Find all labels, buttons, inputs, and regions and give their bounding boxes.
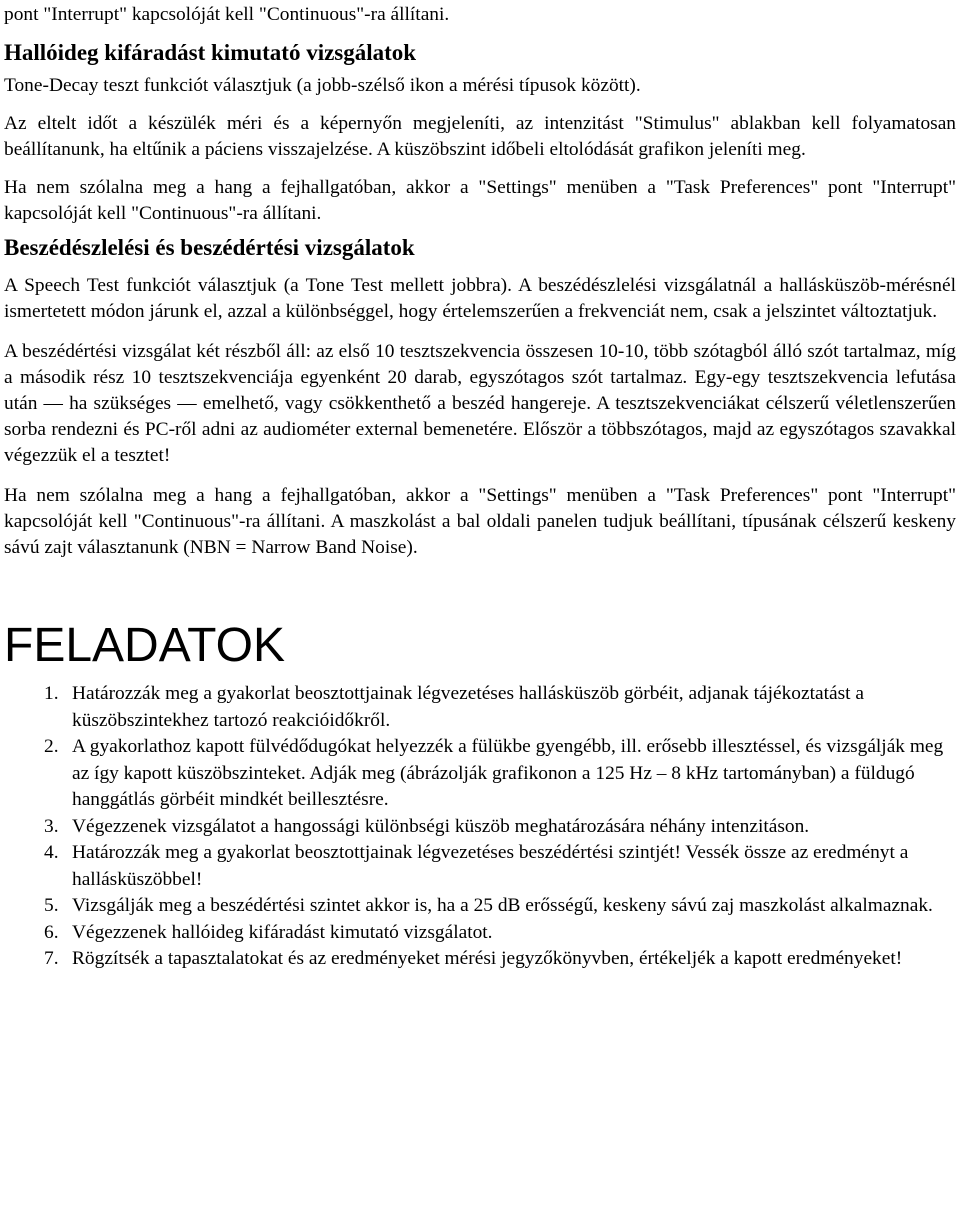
tasks-heading: FELADATOK xyxy=(4,619,285,672)
list-item-number: 2. xyxy=(44,736,59,757)
list-item xyxy=(44,920,956,947)
list-item-text: Végezzenek hallóideg kifáradást kimutató vizsgálatot. xyxy=(72,921,493,943)
paragraph-speech-settings: Ha nem szólalna meg a hang a fejhallgatóban, akkor a "Settings" menüben a "Task Preferences" pont "Interrupt" kapcsolóját kell "Continuous"-ra állítani. A maszkolást a bal oldali panelen tudjuk beállítani, típusának célszerű keskeny sávú zajt választanunk (NBN = Narrow Band Noise). xyxy=(4,485,956,558)
list-item xyxy=(44,946,956,973)
paragraph-tone-decay-description: Az eltelt időt a készülék méri és a képernyőn megjeleníti, az intenzitást "Stimulus" ablakban kell folyamatosan beállítanunk, ha eltűnik a páciens visszajelzése. A küszöbszint időbeli eltolódását grafikon jeleníti meg. xyxy=(4,113,956,160)
intro-line: pont "Interrupt" kapcsolóját kell "Continuous"-ra állítani. xyxy=(4,4,450,25)
task-list xyxy=(4,681,956,973)
list-item xyxy=(44,734,956,814)
section-heading-tone-decay: Hallóideg kifáradást kimutató vizsgálatok xyxy=(4,40,417,65)
list-item xyxy=(44,681,956,734)
paragraph-tone-decay-settings: Ha nem szólalna meg a hang a fejhallgatóban, akkor a "Settings" menüben a "Task Preferences" pont "Interrupt" kapcsolóját kell "Continuous"-ra állítani. xyxy=(4,177,956,224)
list-item-number: 3. xyxy=(44,815,59,837)
list-item-number: 7. xyxy=(44,948,59,969)
paragraph-speech-comprehension: A beszédértési vizsgálat két részből áll: az első 10 tesztszekvencia összesen 10-10, több szótagból álló szót tartalmaz, míg a második rész 10 tesztszekvenciája egyenként 20 darab, egyszótagos szót tartalmaz. Egy-egy tesztszekvencia lefutása után — ha szükséges — emelhető, vagy csökkenthető a beszéd hangereje. A tesztszekvenciákat célszerű véletlenszerűen sorba rendezni és PC-ről adni az audiométer external bemenetére. Először a többszótagos, majd az egyszótagos szavakkal végezzük el a tesztet! xyxy=(4,341,956,466)
paragraph-tone-decay-intro: Tone-Decay teszt funkciót választjuk (a jobb-szélső ikon a mérési típusok között). xyxy=(4,75,641,96)
list-item-number: 6. xyxy=(44,921,59,943)
list-item-text: Határozzák meg a gyakorlat beosztottjainak légvezetéses beszédértési szintjét! Vessék össze az eredményt a hallásküszöbbel! xyxy=(72,842,909,890)
list-item-number: 4. xyxy=(44,842,59,863)
paragraph-speech-intro: A Speech Test funkciót választjuk (a Tone Test mellett jobbra). A beszédészlelési vizsgálatnál a hallásküszöb-mérésnél ismertetett módon járunk el, azzal a különbséggel, hogy értelemszerűen a frekvenciát nem, csak a jelszintet változtatjuk. xyxy=(4,275,956,322)
list-item-text: A gyakorlathoz kapott fülvédődugókat helyezzék a fülükbe gyengébb, ill. erősebb illesztéssel, és vizsgálják meg az így kapott küszöbszinteket. Adják meg (ábrázolják grafikonon a 125 Hz – 8 kHz tartományban) a füldugó hanggátlás görbéit mindkét beillesztésre. xyxy=(72,736,944,810)
list-item-text: Rögzítsék a tapasztalatokat és az eredményeket mérési jegyzőkönyvben, értékeljék a kapott eredményeket! xyxy=(72,948,903,969)
list-item-text: Végezzenek vizsgálatot a hangossági különbségi küszöb meghatározására néhány intenzitáson. xyxy=(72,815,810,837)
list-item-number: 1. xyxy=(44,683,59,704)
list-item xyxy=(44,840,956,893)
list-item-number: 5. xyxy=(44,895,59,916)
list-item-text: Vizsgálják meg a beszédértési szintet akkor is, ha a 25 dB erősségű, keskeny sávú zaj maszkolást alkalmaznak. xyxy=(72,895,933,916)
document-page xyxy=(0,2,960,1210)
list-item xyxy=(44,893,956,920)
list-item-text: Határozzák meg a gyakorlat beosztottjainak légvezetéses hallásküszöb görbéit, adjanak tájékoztatást a küszöbszintekhez tartozó reakcióidőkről. xyxy=(72,683,864,731)
list-item xyxy=(44,814,956,841)
section-heading-speech-tests: Beszédészlelési és beszédértési vizsgálatok xyxy=(4,235,415,260)
